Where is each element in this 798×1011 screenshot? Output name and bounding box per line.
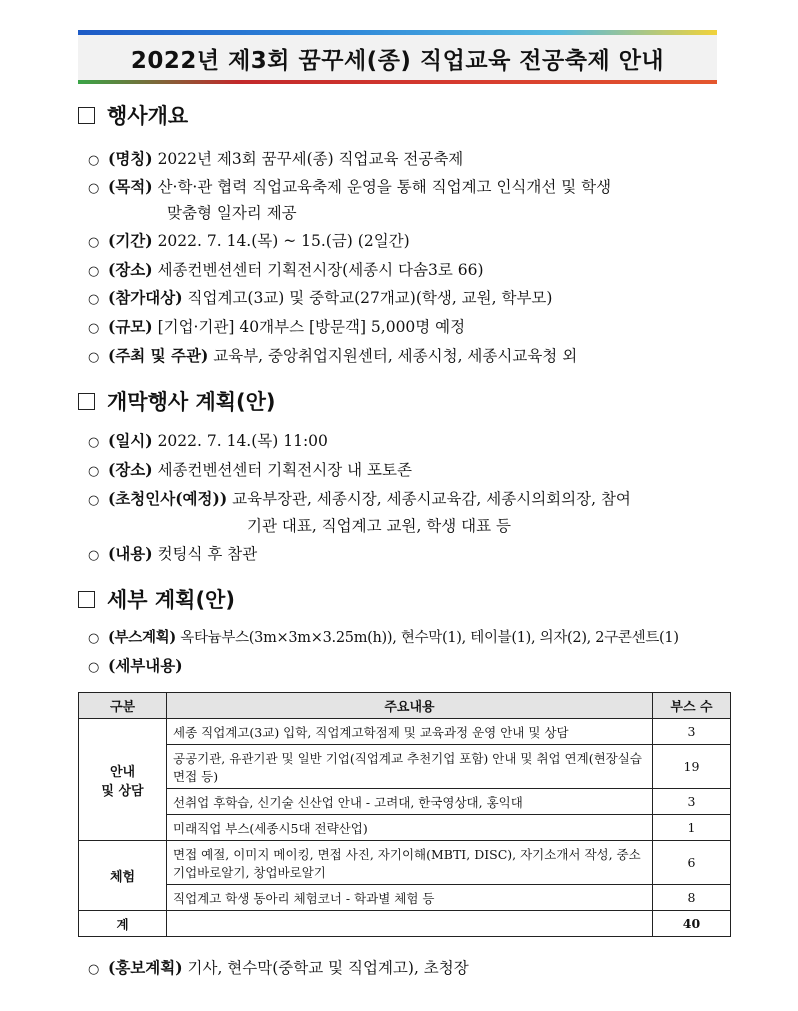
item-continuation: 기관 대표, 직업계고 교원, 학생 대표 등	[247, 517, 512, 535]
header-count: 부스 수	[653, 693, 731, 719]
section-detail	[78, 584, 235, 614]
item-continuation: 맞춤형 일자리 제공	[167, 204, 297, 222]
count-cell: 3	[653, 719, 731, 745]
checkbox-square-icon	[78, 591, 95, 608]
checkbox-square-icon	[78, 107, 95, 124]
item-label: (초청인사(예정))	[108, 489, 228, 508]
item-text: [기업·기관] 40개부스 [방문객] 5,000명 예정	[157, 318, 466, 336]
page-title: 2022년 제3회 꿈꾸세(종) 직업교육 전공축제 안내	[130, 48, 665, 74]
bullet-icon: ○	[88, 631, 100, 646]
bullet-icon: ○	[88, 350, 100, 365]
list-item	[88, 287, 552, 311]
item-label: (참가대상)	[108, 288, 183, 307]
bullet-icon: ○	[88, 235, 100, 250]
item-label: (세부내용)	[108, 656, 183, 675]
bullet-icon: ○	[88, 548, 100, 563]
content-cell: 면접 예절, 이미지 메이킹, 면접 사진, 자기이해(MBTI, DISC), 자기소개서 작성, 중소기업바로알기, 창업바로알기	[167, 841, 653, 885]
title-top-stripe	[78, 30, 717, 35]
list-item	[88, 176, 611, 200]
group-cell-experience: 체험	[79, 841, 167, 911]
item-label: (규모)	[108, 317, 153, 336]
table-row	[79, 789, 731, 815]
total-label: 계	[79, 911, 167, 937]
list-item	[88, 957, 469, 981]
bullet-icon: ○	[88, 464, 100, 479]
bullet-icon: ○	[88, 153, 100, 168]
item-text: 기사, 현수막(중학교 및 직업계고), 초청장	[187, 959, 469, 977]
table-row	[79, 841, 731, 885]
item-text: 직업계고(3교) 및 중학교(27개교)(학생, 교원, 학부모)	[187, 289, 553, 307]
count-cell: 8	[653, 885, 731, 911]
booth-plan-table	[78, 692, 731, 937]
content-cell: 세종 직업계고(3교) 입학, 직업계고학점제 및 교육과정 운영 안내 및 상담	[167, 719, 653, 745]
bullet-icon: ○	[88, 435, 100, 450]
item-label: (내용)	[108, 544, 153, 563]
bullet-icon: ○	[88, 962, 100, 977]
section-title: 개막행사 계획(안)	[107, 390, 276, 414]
content-cell: 공공기관, 유관기관 및 일반 기업(직업계교 추천기업 포함) 안내 및 취업 연계(현장실습 면접 등)	[167, 745, 653, 789]
total-empty-cell	[167, 911, 653, 937]
item-label: (명칭)	[108, 149, 153, 168]
item-label: (기간)	[108, 231, 153, 250]
list-item	[88, 543, 257, 567]
list-item	[88, 655, 183, 679]
count-cell: 1	[653, 815, 731, 841]
item-label: (홍보계획)	[108, 958, 183, 977]
item-label: (부스계획)	[108, 629, 176, 646]
title-bottom-stripe	[78, 80, 717, 84]
table-row	[79, 719, 731, 745]
item-text: 세종컨벤션센터 기획전시장 내 포토존	[157, 461, 412, 479]
list-item	[88, 259, 484, 283]
list-item	[88, 316, 465, 340]
table-header-row	[79, 693, 731, 719]
bullet-icon: ○	[88, 181, 100, 196]
checkbox-square-icon	[78, 393, 95, 410]
item-text: 옥타늄부스(3m×3m×3.25m(h)), 현수막(1), 테이블(1), 의자(2), 2구콘센트(1)	[180, 630, 679, 646]
table-total-row	[79, 911, 731, 937]
header-content: 주요내용	[167, 693, 653, 719]
bullet-icon: ○	[88, 493, 100, 508]
item-text: 교육부장관, 세종시장, 세종시교육감, 세종시의회의장, 참여	[232, 490, 631, 508]
item-text: 2022년 제3회 꿈꾸세(종) 직업교육 전공축제	[157, 150, 464, 168]
bullet-icon: ○	[88, 264, 100, 279]
item-text: 세종컨벤션센터 기획전시장(세종시 다솜3로 66)	[157, 261, 484, 279]
list-item	[88, 230, 410, 254]
section-overview	[78, 100, 188, 130]
bullet-icon: ○	[88, 292, 100, 307]
count-cell: 19	[653, 745, 731, 789]
bullet-icon: ○	[88, 660, 100, 675]
content-cell: 미래직업 부스(세종시5대 전략산업)	[167, 815, 653, 841]
table-row	[79, 885, 731, 911]
item-label: (장소)	[108, 260, 153, 279]
list-item	[88, 345, 577, 369]
item-text: 산·학·관 협력 직업교육축제 운영을 통해 직업계고 인식개선 및 학생	[157, 178, 612, 196]
section-title: 행사개요	[107, 104, 189, 128]
list-item	[88, 430, 328, 454]
list-item	[88, 627, 679, 650]
list-item	[88, 459, 412, 483]
table-row	[79, 815, 731, 841]
group-cell-guidance: 안내 및 상담	[79, 719, 167, 841]
item-text: 2022. 7. 14.(목) 11:00	[157, 432, 328, 450]
list-item	[88, 148, 463, 172]
item-text: 컷팅식 후 참관	[157, 545, 258, 563]
count-cell: 6	[653, 841, 731, 885]
item-label: (장소)	[108, 460, 153, 479]
item-label: (목적)	[108, 177, 153, 196]
item-label: (일시)	[108, 431, 153, 450]
total-count: 40	[653, 911, 731, 937]
title-banner	[78, 30, 717, 84]
content-cell: 선취업 후학습, 신기술 신산업 안내 - 고려대, 한국영상대, 홍익대	[167, 789, 653, 815]
section-opening	[78, 386, 276, 416]
count-cell: 3	[653, 789, 731, 815]
bullet-icon: ○	[88, 321, 100, 336]
header-category: 구분	[79, 693, 167, 719]
section-title: 세부 계획(안)	[107, 588, 235, 612]
item-text: 교육부, 중앙취업지원센터, 세종시청, 세종시교육청 외	[213, 347, 578, 365]
item-text: 2022. 7. 14.(목) ~ 15.(금) (2일간)	[157, 232, 410, 250]
item-label: (주최 및 주관)	[108, 346, 209, 365]
table-row	[79, 745, 731, 789]
content-cell: 직업계고 학생 동아리 체험코너 - 학과별 체험 등	[167, 885, 653, 911]
list-item	[88, 488, 631, 512]
